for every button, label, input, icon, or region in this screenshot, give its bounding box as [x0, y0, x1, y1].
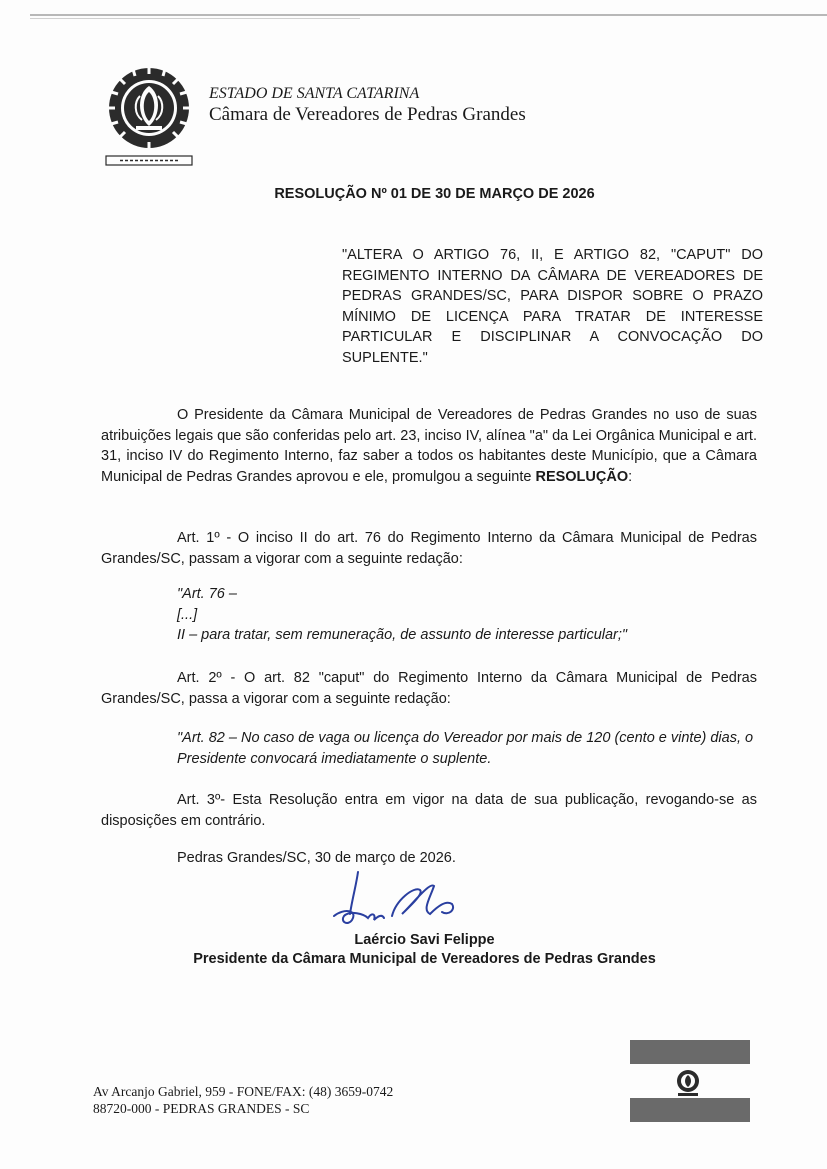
- handwritten-signature-icon: [330, 870, 480, 932]
- intro-text: O Presidente da Câmara Municipal de Vereadores de Pedras Grandes no uso de suas atribuições legais que são conferidas pelo art. 23, inciso IV, alínea "a" da Lei Orgânica Municipal e art. 31, inciso IV do Regimento Interno, faz saber a todos os habitantes deste Município, que a Câmara Municipal de Pedras Grandes aprovou e ele, promulgou a seguinte: [101, 407, 757, 485]
- article-1: Art. 1º - O inciso II do art. 76 do Regimento Interno da Câmara Municipal de Pedras Grandes/SC, passam a vigorar com a seguinte redação:: [101, 530, 757, 567]
- article-3: Art. 3º- Esta Resolução entra em vigor na data de sua publicação, revogando-se as disposições em contrário.: [101, 792, 757, 829]
- place-date: Pedras Grandes/SC, 30 de março de 2026.: [177, 850, 456, 866]
- quote-line: [...]: [177, 606, 198, 623]
- header-state: ESTADO DE SANTA CATARINA: [209, 85, 420, 102]
- quote-line: II – para tratar, sem remuneração, de assunto de interesse particular;": [177, 627, 628, 643]
- article-2-quote: "Art. 82 – No caso de vaga ou licença do Vereador por mais de 120 (cento e vinte) dias, o Presidente convocará imediatamente o suplente.: [177, 730, 754, 767]
- resolution-title: RESOLUÇÃO Nº 01 DE 30 DE MARÇO DE 2026: [274, 186, 595, 202]
- article-2: Art. 2º - O art. 82 "caput" do Regimento Interno da Câmara Municipal de Pedras Grandes/SC, passa a vigorar com a seguinte redação:: [101, 670, 757, 707]
- resolution-summary: "ALTERA O ARTIGO 76, II, E ARTIGO 82, "CAPUT" DO REGIMENTO INTERNO DA CÂMARA DE VEREADORES DE PEDRAS GRANDES/SC, PARA DISPOR SOBRE O PRAZO MÍNIMO DE LICENÇA PARA TRATAR DE INTERESSE PARTICULAR E DISCIPLINAR A CONVOCAÇÃO DO SUPLENTE.": [342, 247, 763, 366]
- signer-role: Presidente da Câmara Municipal de Vereadores de Pedras Grandes: [193, 951, 656, 967]
- signer-name: Laércio Savi Felippe: [354, 932, 495, 948]
- scan-top-edge-faint: [30, 18, 360, 19]
- quote-line: "Art. 76 –: [177, 586, 237, 602]
- scan-top-edge: [30, 14, 827, 16]
- header-chamber: Câmara de Vereadores de Pedras Grandes: [209, 104, 526, 125]
- intro-end: :: [628, 468, 633, 485]
- article-1-quote: [177, 584, 757, 646]
- intro-paragraph: [101, 405, 757, 487]
- intro-bold: RESOLUÇÃO: [535, 468, 629, 485]
- municipal-seal-icon: [104, 64, 194, 168]
- footer-line: 88720-000 - PEDRAS GRANDES - SC: [93, 1101, 310, 1116]
- footer-line: Av Arcanjo Gabriel, 959 - FONE/FAX: (48) 3659-0742: [93, 1084, 394, 1099]
- footer-address: [93, 1083, 393, 1117]
- municipal-flag-icon: [630, 1040, 750, 1122]
